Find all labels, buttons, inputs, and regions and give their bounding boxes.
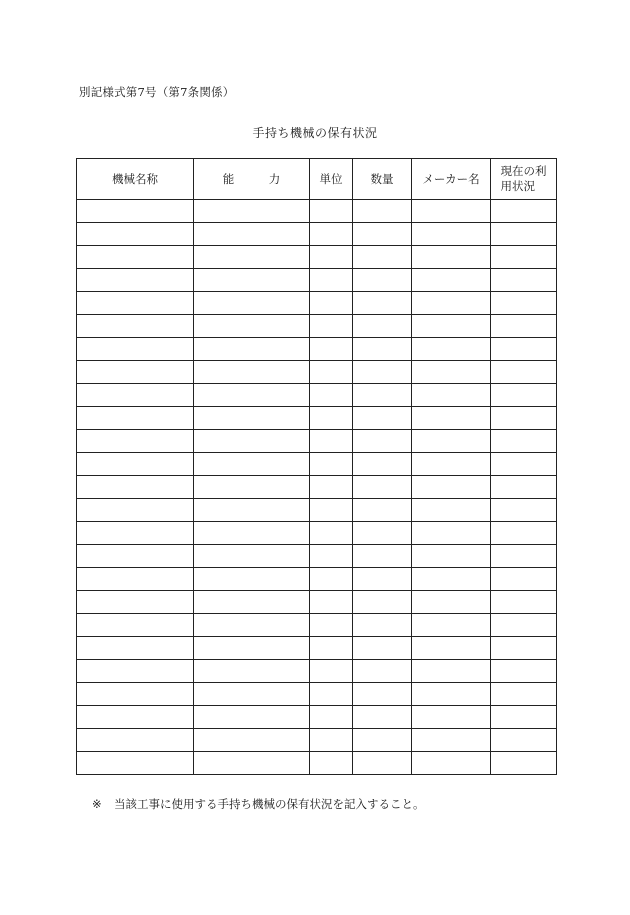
cell-quantity[interactable] bbox=[353, 315, 412, 338]
cell-capacity[interactable] bbox=[194, 292, 310, 315]
cell-quantity[interactable] bbox=[353, 522, 412, 545]
table-row bbox=[77, 384, 557, 407]
cell-quantity[interactable] bbox=[353, 338, 412, 361]
cell-machine-name[interactable] bbox=[77, 407, 194, 430]
footnote bbox=[92, 796, 425, 812]
cell-current-usage[interactable] bbox=[491, 361, 557, 384]
header-quantity: 数量 bbox=[353, 159, 412, 200]
cell-quantity[interactable] bbox=[353, 269, 412, 292]
cell-maker[interactable] bbox=[412, 223, 491, 246]
table-row bbox=[77, 706, 557, 729]
cell-machine-name[interactable] bbox=[77, 637, 194, 660]
cell-quantity[interactable] bbox=[353, 683, 412, 706]
cell-current-usage[interactable] bbox=[491, 223, 557, 246]
cell-current-usage[interactable] bbox=[491, 683, 557, 706]
cell-unit[interactable] bbox=[310, 706, 353, 729]
cell-quantity[interactable] bbox=[353, 568, 412, 591]
cell-machine-name[interactable] bbox=[77, 591, 194, 614]
cell-capacity[interactable] bbox=[194, 223, 310, 246]
cell-unit[interactable] bbox=[310, 568, 353, 591]
cell-current-usage[interactable] bbox=[491, 522, 557, 545]
table-row bbox=[77, 522, 557, 545]
cell-capacity[interactable] bbox=[194, 499, 310, 522]
cell-unit[interactable] bbox=[310, 246, 353, 269]
cell-maker[interactable] bbox=[412, 453, 491, 476]
cell-unit[interactable] bbox=[310, 453, 353, 476]
cell-machine-name[interactable] bbox=[77, 269, 194, 292]
cell-maker[interactable] bbox=[412, 292, 491, 315]
cell-maker[interactable] bbox=[412, 361, 491, 384]
cell-maker[interactable] bbox=[412, 683, 491, 706]
cell-current-usage[interactable] bbox=[491, 292, 557, 315]
cell-current-usage[interactable] bbox=[491, 200, 557, 223]
cell-unit[interactable] bbox=[310, 683, 353, 706]
cell-maker[interactable] bbox=[412, 499, 491, 522]
cell-unit[interactable] bbox=[310, 637, 353, 660]
cell-current-usage[interactable] bbox=[491, 637, 557, 660]
header-maker: メーカー名 bbox=[412, 159, 491, 200]
cell-unit[interactable] bbox=[310, 292, 353, 315]
cell-current-usage[interactable] bbox=[491, 752, 557, 775]
cell-unit[interactable] bbox=[310, 591, 353, 614]
cell-machine-name[interactable] bbox=[77, 384, 194, 407]
cell-capacity[interactable] bbox=[194, 729, 310, 752]
form-reference: 別記様式第7号（第7条関係） bbox=[79, 85, 235, 99]
cell-maker[interactable] bbox=[412, 522, 491, 545]
cell-machine-name[interactable] bbox=[77, 522, 194, 545]
cell-capacity[interactable] bbox=[194, 269, 310, 292]
cell-machine-name[interactable] bbox=[77, 545, 194, 568]
cell-capacity[interactable] bbox=[194, 614, 310, 637]
table-row bbox=[77, 338, 557, 361]
cell-quantity[interactable] bbox=[353, 407, 412, 430]
table-body bbox=[77, 200, 557, 775]
cell-capacity[interactable] bbox=[194, 430, 310, 453]
cell-quantity[interactable] bbox=[353, 453, 412, 476]
cell-current-usage[interactable] bbox=[491, 476, 557, 499]
cell-machine-name[interactable] bbox=[77, 476, 194, 499]
header-machine-name: 機械名称 bbox=[77, 159, 194, 200]
document-title: 手持ち機械の保有状況 bbox=[252, 126, 378, 140]
cell-machine-name[interactable] bbox=[77, 292, 194, 315]
table-row bbox=[77, 568, 557, 591]
cell-unit[interactable] bbox=[310, 338, 353, 361]
header-capacity-label: 能 力 bbox=[222, 171, 281, 186]
cell-capacity[interactable] bbox=[194, 683, 310, 706]
machinery-table bbox=[76, 158, 557, 775]
cell-current-usage[interactable] bbox=[491, 407, 557, 430]
table-row bbox=[77, 223, 557, 246]
cell-unit[interactable] bbox=[310, 476, 353, 499]
cell-maker[interactable] bbox=[412, 384, 491, 407]
cell-machine-name[interactable] bbox=[77, 200, 194, 223]
cell-capacity[interactable] bbox=[194, 407, 310, 430]
cell-unit[interactable] bbox=[310, 660, 353, 683]
cell-capacity[interactable] bbox=[194, 752, 310, 775]
cell-maker[interactable] bbox=[412, 269, 491, 292]
cell-machine-name[interactable] bbox=[77, 706, 194, 729]
cell-quantity[interactable] bbox=[353, 729, 412, 752]
cell-quantity[interactable] bbox=[353, 660, 412, 683]
table-row bbox=[77, 453, 557, 476]
cell-current-usage[interactable] bbox=[491, 545, 557, 568]
table-row bbox=[77, 499, 557, 522]
header-current-usage bbox=[491, 159, 557, 200]
cell-machine-name[interactable] bbox=[77, 752, 194, 775]
cell-quantity[interactable] bbox=[353, 752, 412, 775]
cell-quantity[interactable] bbox=[353, 430, 412, 453]
cell-machine-name[interactable] bbox=[77, 453, 194, 476]
cell-quantity[interactable] bbox=[353, 545, 412, 568]
cell-unit[interactable] bbox=[310, 407, 353, 430]
table-row bbox=[77, 752, 557, 775]
cell-machine-name[interactable] bbox=[77, 246, 194, 269]
cell-maker[interactable] bbox=[412, 660, 491, 683]
cell-quantity[interactable] bbox=[353, 384, 412, 407]
cell-maker[interactable] bbox=[412, 568, 491, 591]
table-row bbox=[77, 614, 557, 637]
table-row bbox=[77, 361, 557, 384]
cell-current-usage[interactable] bbox=[491, 706, 557, 729]
cell-quantity[interactable] bbox=[353, 591, 412, 614]
cell-unit[interactable] bbox=[310, 269, 353, 292]
cell-quantity[interactable] bbox=[353, 706, 412, 729]
cell-unit[interactable] bbox=[310, 223, 353, 246]
cell-machine-name[interactable] bbox=[77, 660, 194, 683]
cell-machine-name[interactable] bbox=[77, 315, 194, 338]
table-row bbox=[77, 315, 557, 338]
cell-capacity[interactable] bbox=[194, 568, 310, 591]
cell-machine-name[interactable] bbox=[77, 568, 194, 591]
table-row bbox=[77, 269, 557, 292]
header-unit: 単位 bbox=[310, 159, 353, 200]
cell-quantity[interactable] bbox=[353, 223, 412, 246]
cell-current-usage[interactable] bbox=[491, 246, 557, 269]
cell-machine-name[interactable] bbox=[77, 729, 194, 752]
cell-current-usage[interactable] bbox=[491, 614, 557, 637]
cell-current-usage[interactable] bbox=[491, 453, 557, 476]
cell-current-usage[interactable] bbox=[491, 591, 557, 614]
cell-unit[interactable] bbox=[310, 361, 353, 384]
cell-maker[interactable] bbox=[412, 729, 491, 752]
header-capacity bbox=[194, 159, 310, 200]
cell-machine-name[interactable] bbox=[77, 614, 194, 637]
cell-capacity[interactable] bbox=[194, 361, 310, 384]
cell-maker[interactable] bbox=[412, 407, 491, 430]
table-row bbox=[77, 246, 557, 269]
cell-current-usage[interactable] bbox=[491, 384, 557, 407]
cell-capacity[interactable] bbox=[194, 660, 310, 683]
table-row bbox=[77, 591, 557, 614]
table-row bbox=[77, 637, 557, 660]
cell-maker[interactable] bbox=[412, 637, 491, 660]
cell-current-usage[interactable] bbox=[491, 660, 557, 683]
table-row bbox=[77, 200, 557, 223]
cell-capacity[interactable] bbox=[194, 591, 310, 614]
cell-machine-name[interactable] bbox=[77, 683, 194, 706]
cell-quantity[interactable] bbox=[353, 637, 412, 660]
cell-unit[interactable] bbox=[310, 729, 353, 752]
cell-unit[interactable] bbox=[310, 315, 353, 338]
cell-current-usage[interactable] bbox=[491, 430, 557, 453]
cell-quantity[interactable] bbox=[353, 200, 412, 223]
cell-maker[interactable] bbox=[412, 752, 491, 775]
reference-mark: ※ bbox=[92, 797, 102, 811]
cell-unit[interactable] bbox=[310, 752, 353, 775]
cell-maker[interactable] bbox=[412, 591, 491, 614]
cell-current-usage[interactable] bbox=[491, 499, 557, 522]
cell-unit[interactable] bbox=[310, 522, 353, 545]
cell-maker[interactable] bbox=[412, 545, 491, 568]
cell-capacity[interactable] bbox=[194, 315, 310, 338]
cell-capacity[interactable] bbox=[194, 453, 310, 476]
cell-maker[interactable] bbox=[412, 246, 491, 269]
cell-quantity[interactable] bbox=[353, 476, 412, 499]
cell-unit[interactable] bbox=[310, 499, 353, 522]
table-row bbox=[77, 545, 557, 568]
cell-capacity[interactable] bbox=[194, 338, 310, 361]
cell-machine-name[interactable] bbox=[77, 338, 194, 361]
cell-maker[interactable] bbox=[412, 706, 491, 729]
header-current-usage-label: 現在の利用状況 bbox=[500, 164, 547, 193]
cell-quantity[interactable] bbox=[353, 614, 412, 637]
cell-maker[interactable] bbox=[412, 476, 491, 499]
cell-capacity[interactable] bbox=[194, 522, 310, 545]
cell-quantity[interactable] bbox=[353, 499, 412, 522]
cell-capacity[interactable] bbox=[194, 545, 310, 568]
cell-current-usage[interactable] bbox=[491, 269, 557, 292]
cell-capacity[interactable] bbox=[194, 706, 310, 729]
cell-capacity[interactable] bbox=[194, 637, 310, 660]
cell-maker[interactable] bbox=[412, 200, 491, 223]
cell-machine-name[interactable] bbox=[77, 499, 194, 522]
table-header-row bbox=[77, 159, 557, 200]
cell-unit[interactable] bbox=[310, 384, 353, 407]
cell-maker[interactable] bbox=[412, 430, 491, 453]
cell-quantity[interactable] bbox=[353, 246, 412, 269]
table-row bbox=[77, 683, 557, 706]
cell-unit[interactable] bbox=[310, 200, 353, 223]
cell-current-usage[interactable] bbox=[491, 315, 557, 338]
cell-capacity[interactable] bbox=[194, 384, 310, 407]
cell-maker[interactable] bbox=[412, 614, 491, 637]
cell-current-usage[interactable] bbox=[491, 338, 557, 361]
table-row bbox=[77, 430, 557, 453]
cell-quantity[interactable] bbox=[353, 292, 412, 315]
cell-capacity[interactable] bbox=[194, 476, 310, 499]
cell-unit[interactable] bbox=[310, 614, 353, 637]
cell-current-usage[interactable] bbox=[491, 568, 557, 591]
table-row bbox=[77, 476, 557, 499]
cell-capacity[interactable] bbox=[194, 200, 310, 223]
cell-unit[interactable] bbox=[310, 545, 353, 568]
cell-machine-name[interactable] bbox=[77, 361, 194, 384]
table-row bbox=[77, 292, 557, 315]
cell-capacity[interactable] bbox=[194, 246, 310, 269]
cell-maker[interactable] bbox=[412, 338, 491, 361]
cell-current-usage[interactable] bbox=[491, 729, 557, 752]
cell-machine-name[interactable] bbox=[77, 223, 194, 246]
table-row bbox=[77, 407, 557, 430]
cell-quantity[interactable] bbox=[353, 361, 412, 384]
table-row bbox=[77, 729, 557, 752]
cell-maker[interactable] bbox=[412, 315, 491, 338]
footnote-text: 当該工事に使用する手持ち機械の保有状況を記入すること。 bbox=[114, 797, 425, 811]
cell-unit[interactable] bbox=[310, 430, 353, 453]
cell-machine-name[interactable] bbox=[77, 430, 194, 453]
table-row bbox=[77, 660, 557, 683]
